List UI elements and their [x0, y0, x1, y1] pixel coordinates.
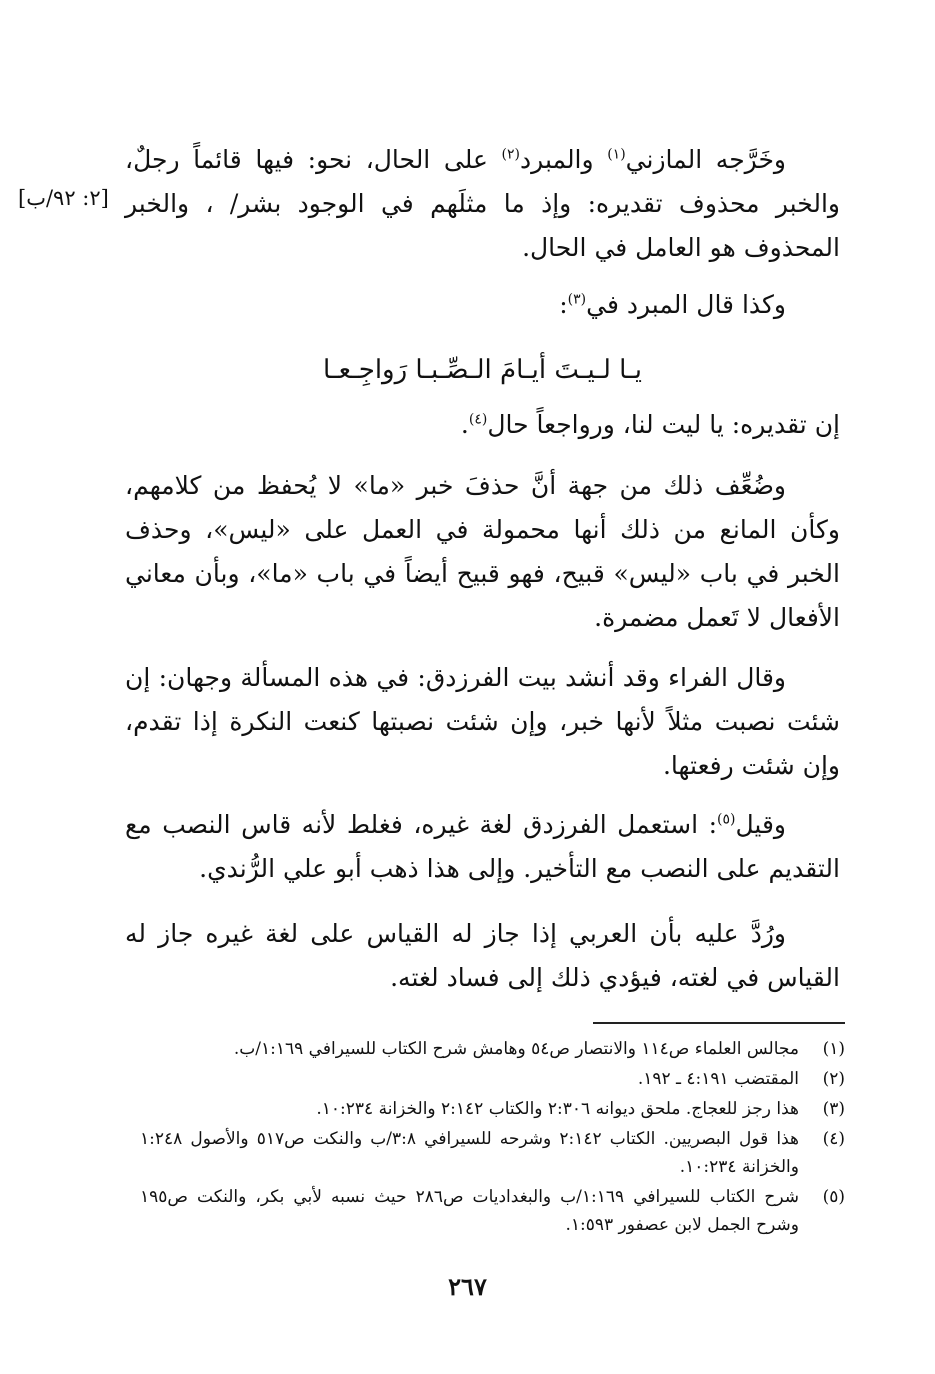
margin-reference: [٢: ٩٢/ب]	[18, 186, 109, 210]
paragraph-text: :	[559, 290, 568, 319]
footnotes	[140, 1035, 845, 1241]
paragraph-text: وقيل	[735, 810, 786, 839]
footnote-3	[140, 1095, 845, 1123]
paragraph-1	[125, 138, 840, 270]
paragraph-text: إن تقديره: يا ليت لنا، ورواجعاً حال	[487, 410, 840, 439]
poetry-verse: يـا لـيـتَ أيـامَ الـصِّـبـا رَواجِـعـا	[323, 355, 642, 385]
footnote-number: (١)	[822, 1039, 845, 1059]
paragraph-text: على الحال، نحو: فيها قائماً رجلٌ، والخبر محذوف تقديره: وإذ ما مثلَهم في الوجود بشر/ ، والخبر المحذوف هو العامل في الحال.	[125, 145, 840, 262]
footnote-ref-5[interactable]: (٥)	[717, 811, 736, 828]
footnote-text: المقتضب ٤:١٩١ ـ ١٩٢.	[637, 1069, 799, 1089]
paragraph-7	[125, 912, 840, 1000]
footnote-text: هذا قول البصريين. الكتاب ٢:١٤٢ وشرحه للسيرافي ٣:٨/ب والنكت ص٥١٧ والأصول ١:٢٤٨ والخزانة ١٠:٢٣٤.	[140, 1129, 800, 1177]
paragraph-text: ورُدَّ عليه بأن العربي إذا جاز له القياس على لغة غيره جاز له القياس في لغته، فيؤدي ذلك إلى فساد لغته.	[125, 919, 840, 992]
footnote-number: (٥)	[822, 1187, 845, 1207]
footnote-number: (٢)	[822, 1069, 845, 1089]
paragraph-text: والمبرد	[520, 145, 608, 174]
footnote-5	[140, 1183, 845, 1239]
footnote-text: هذا رجز للعجاج. ملحق ديوانه ٢:٣٠٦ والكتاب ٢:١٤٢ والخزانة ١٠:٢٣٤.	[316, 1099, 799, 1119]
footnote-2	[140, 1065, 845, 1093]
paragraph-text: : استعمل الفرزدق لغة غيره، فغلط لأنه قاس النصب مع التقديم على النصب مع التأخير. وإلى هذا ذهب أبو علي الرُّندي.	[125, 810, 840, 883]
paragraph-text: وخَرَّجه المازني	[625, 145, 786, 174]
footnote-ref-1[interactable]: (١)	[607, 146, 626, 163]
page-number: ٢٦٧	[448, 1272, 487, 1301]
paragraph-text: وقال الفراء وقد أنشد بيت الفرزدق: في هذه المسألة وجهان: إن شئت نصبت مثلاً لأنها خبر، وإن شئت نصبتها كنعت النكرة إذا تقدم، وإن شئت رفعتها.	[125, 663, 840, 780]
paragraph-text: وضُعِّف ذلك من جهة أنَّ حذفَ خبر «ما» لا يُحفظ من كلامهم، وكأن المانع من ذلك أنها محمولة في العمل على «ليس»، وحذف الخبر في باب «ليس» قبيح، فهو قبيح أيضاً في باب «ما»، وبأن معاني الأفعال لا تَعمل مضمرة.	[125, 471, 840, 632]
paragraph-3	[125, 403, 840, 447]
paragraph-5	[125, 656, 840, 788]
paragraph-text: .	[460, 410, 469, 439]
footnote-ref-3[interactable]: (٣)	[567, 291, 587, 308]
footnote-number: (٣)	[822, 1099, 845, 1119]
footnote-text: مجالس العلماء ص١١٤ والانتصار ص٥٤ وهامش شرح الكتاب للسيرافي ١:١٦٩/ب.	[233, 1039, 799, 1059]
paragraph-6	[125, 803, 840, 891]
paragraph-text: وكذا قال المبرد في	[586, 290, 786, 319]
footnote-ref-4[interactable]: (٤)	[468, 411, 488, 428]
footnote-separator	[593, 1022, 845, 1024]
footnote-1	[140, 1035, 845, 1063]
footnote-text: شرح الكتاب للسيرافي ١:١٦٩/ب والبغداديات ص٢٨٦ حيث نسبه لأبي بكر، والنكت ص١٩٥ وشرح الجمل لابن عصفور ١:٥٩٣.	[140, 1187, 799, 1235]
paragraph-2	[125, 283, 840, 327]
footnote-4	[140, 1125, 845, 1181]
footnote-ref-2[interactable]: (٢)	[501, 146, 521, 163]
paragraph-4	[125, 464, 840, 640]
footnote-number: (٤)	[822, 1129, 845, 1149]
